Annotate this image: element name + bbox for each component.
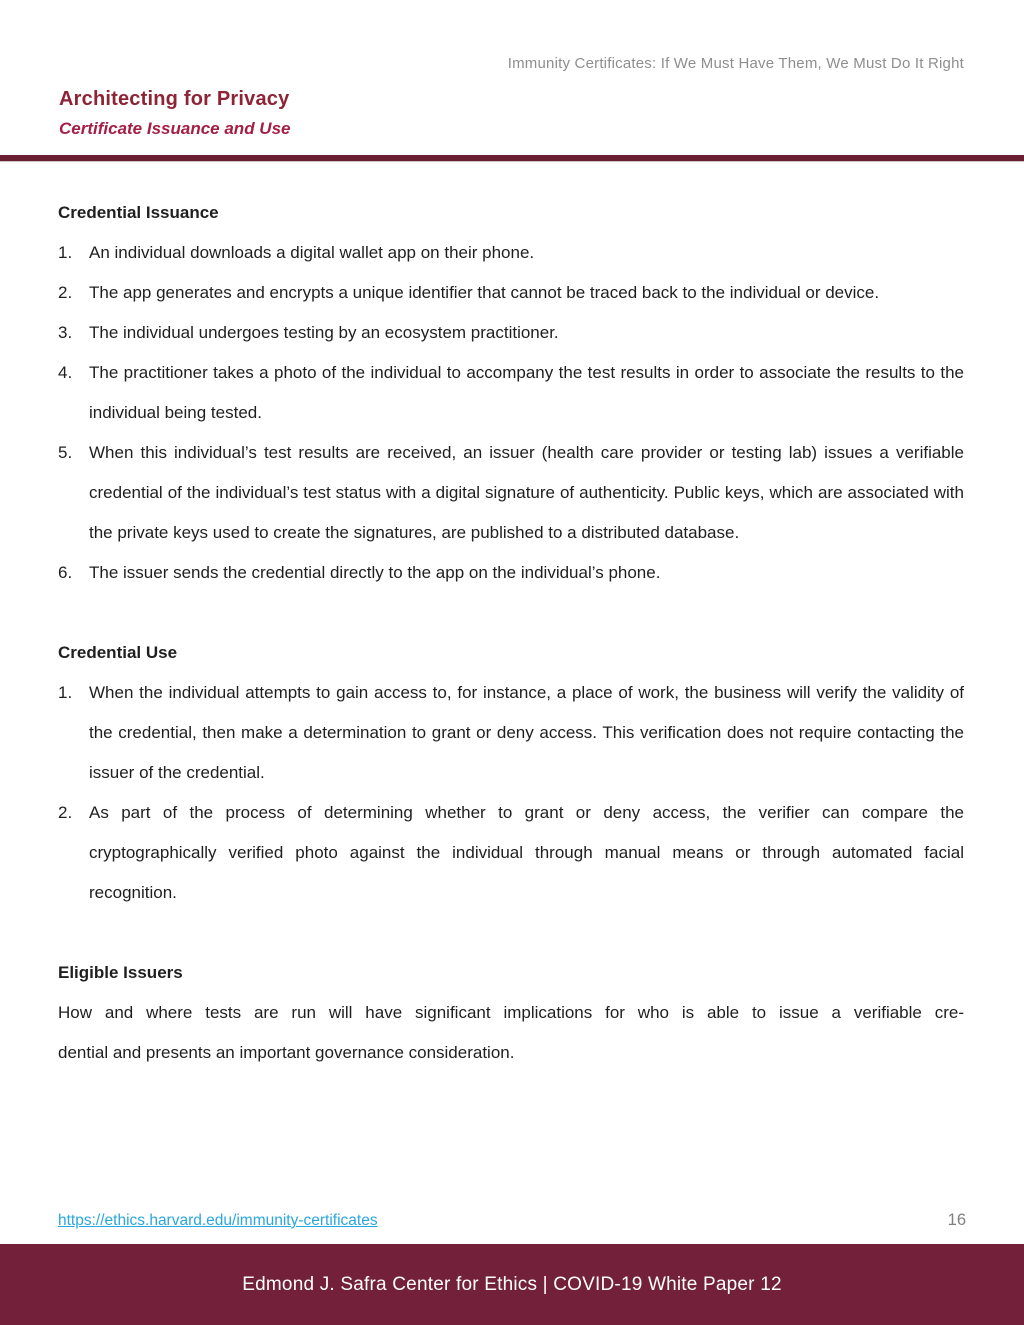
list-item [58,273,964,313]
list-item-number: 5. [58,443,73,462]
paragraph-line: How and where tests are run will have significant implications for who is able to issue a verifiable cre- [58,1003,964,1022]
document-body [58,193,964,1073]
list-item-number: 3. [58,323,73,342]
list-item-text: When the individual attempts to gain access to, for instance, a place of work, the business will verify the validity of the credential, then make a determination to grant or deny access. This verification does not require contacting the issuer of the credential. [89,683,964,782]
list-item-number: 2. [58,283,73,302]
list-item-number: 2. [58,803,73,822]
footer-bar-text: Edmond J. Safra Center for Ethics | COVID-19 White Paper 12 [242,1273,782,1295]
section-credential-issuance [58,193,964,593]
section-eligible-issuers [58,953,964,1073]
header-rule [0,155,1024,162]
page-title: Architecting for Privacy [59,88,290,110]
list-item-number: 1. [58,683,73,702]
list-item-text: When this individual’s test results are received, an issuer (health care provider or testing lab) issues a verifiable credential of the individual’s test status with a digital signature of authenticity. Public keys, which are associated with the private keys used to create the signatures, are published to a distributed database. [89,443,964,542]
list-item [58,233,964,273]
list-item-text: The issuer sends the credential directly to the app on the individual’s phone. [89,563,661,582]
footer-line [58,1208,966,1233]
list-item-number: 6. [58,563,73,582]
list-item-text: The app generates and encrypts a unique identifier that cannot be traced back to the individual or device. [89,283,880,302]
page-number: 16 [947,1211,966,1229]
page-subtitle: Certificate Issuance and Use [59,119,291,138]
list-item-text: The practitioner takes a photo of the individual to accompany the test results in order to associate the results to the individual being tested. [89,363,964,422]
footer-bar [0,1244,1024,1325]
list-item [58,793,964,913]
list-item-text: As part of the process of determining whether to grant or deny access, the verifier can compare the cryptographically verified photo against the individual through manual means or through automated facial recognition. [89,803,964,902]
list-item [58,673,964,793]
list-item-text: The individual undergoes testing by an ecosystem practitioner. [89,323,559,342]
footer-link[interactable]: https://ethics.harvard.edu/immunity-certificates [58,1212,378,1229]
list-item [58,353,964,433]
paragraph-line: dential and presents an important governance consideration. [58,1043,515,1062]
list-item-number: 1. [58,243,73,262]
list-item [58,433,964,553]
section-heading: Credential Use [58,643,178,662]
title-block [59,88,290,139]
list-item [58,313,964,353]
section-credential-use [58,633,964,913]
list-item [58,553,964,593]
section-heading: Credential Issuance [58,203,219,222]
list-item-text: An individual downloads a digital wallet app on their phone. [89,243,535,262]
running-header: Immunity Certificates: If We Must Have Them, We Must Do It Right [507,55,964,72]
section-heading: Eligible Issuers [58,963,183,982]
list-item-number: 4. [58,363,73,382]
